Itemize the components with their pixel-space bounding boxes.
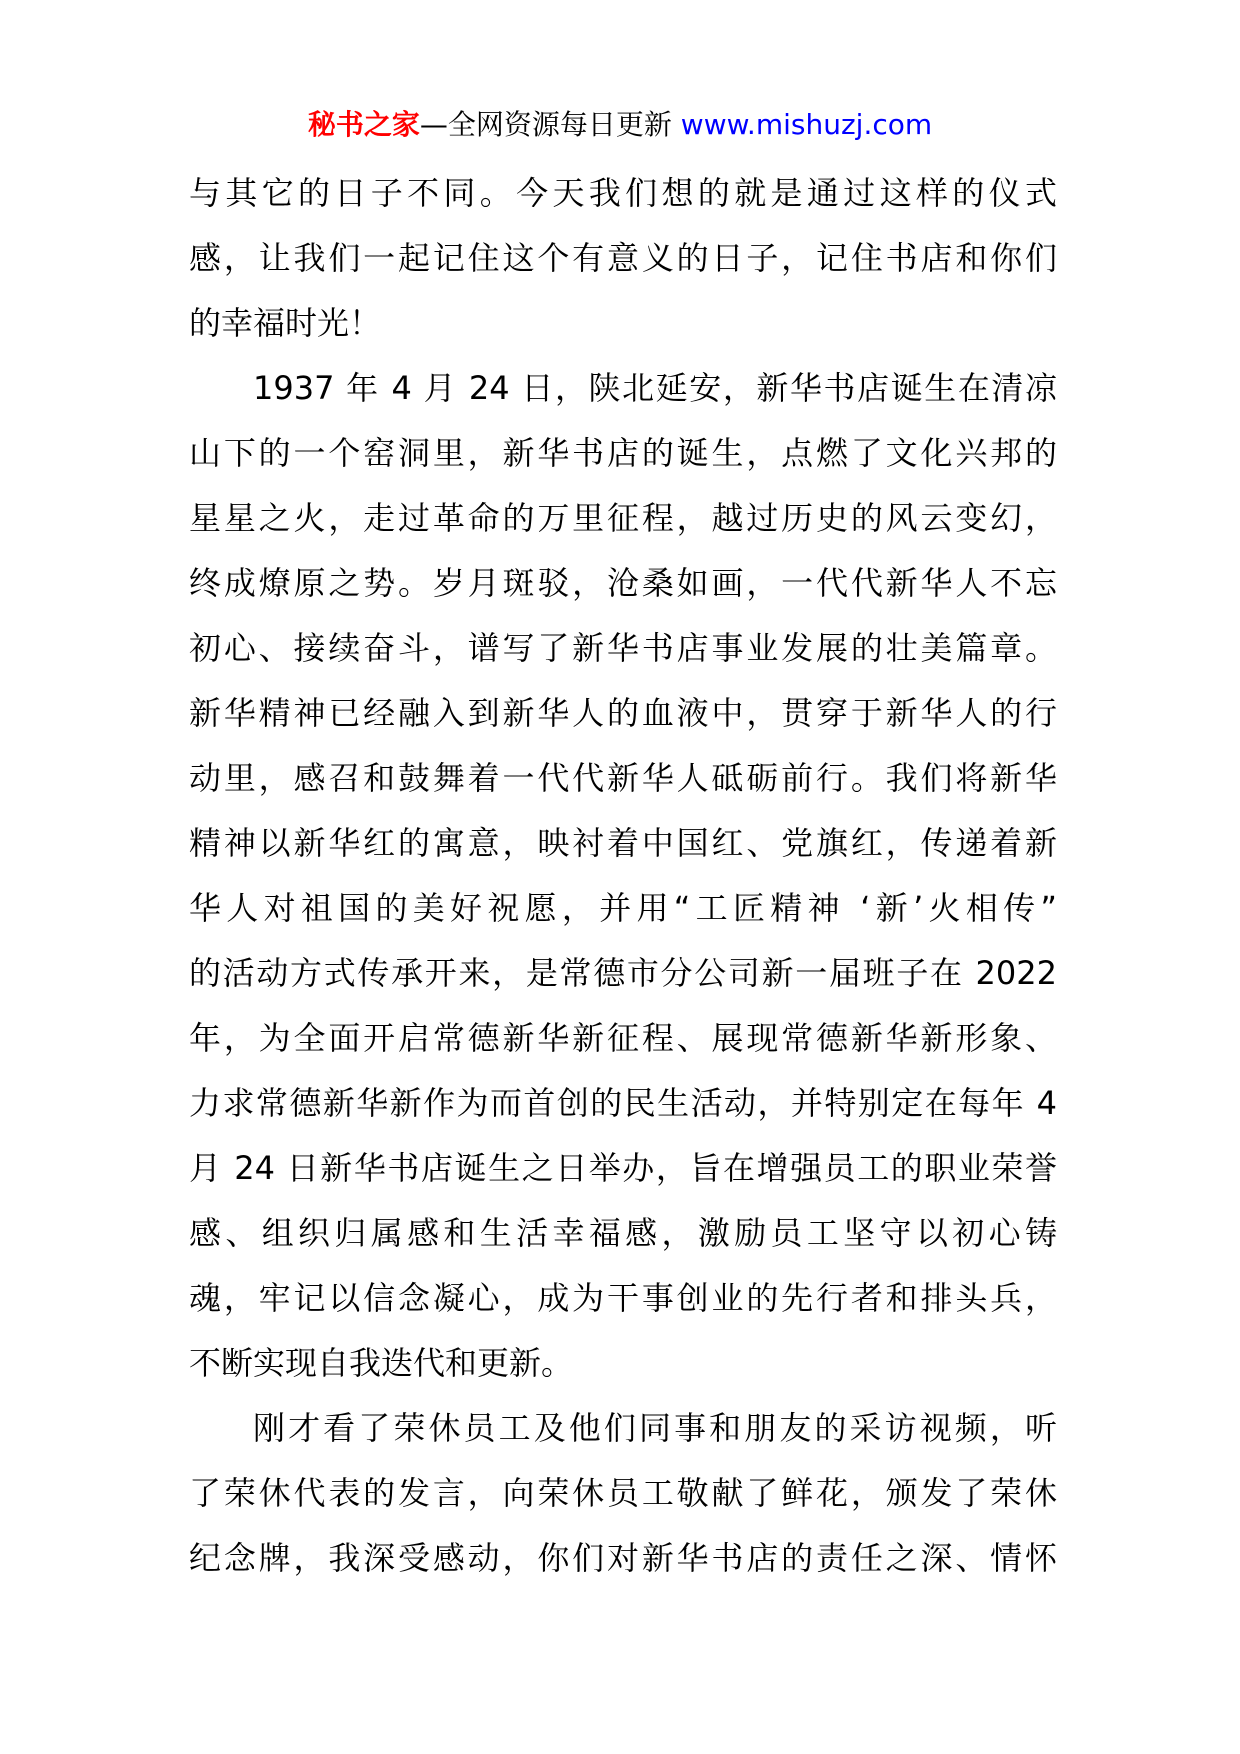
text-line: 魂，牢记以信念凝心，成为干事创业的先行者和排头兵， [189, 1279, 1057, 1317]
text-line: 感、组织归属感和生活幸福感，激励员工坚守以初心铸 [189, 1214, 1057, 1252]
text-line: 感，让我们一起记住这个有意义的日子，记住书店和你们 [189, 239, 1057, 277]
page-header [0, 98, 1240, 152]
text-line: 不断实现自我迭代和更新。 [189, 1344, 574, 1382]
document-body [189, 161, 1057, 1591]
text-line: 的活动方式传承开来，是常德市分公司新一届班子在 2022 [189, 954, 1057, 992]
header-brand: 秘书之家 [307, 108, 420, 141]
text-line: 初心、接续奋斗，谱写了新华书店事业发展的壮美篇章。 [189, 629, 1057, 667]
text-line: 的幸福时光！ [189, 304, 382, 342]
text-line: 动里，感召和鼓舞着一代代新华人砥砺前行。我们将新华 [189, 759, 1057, 797]
text-line: 与其它的日子不同。今天我们想的就是通过这样的仪式 [189, 174, 1057, 212]
text-line: 华人对祖国的美好祝愿，并用“工匠精神 ‘新’火相传” [189, 889, 1057, 927]
text-line: 了荣休代表的发言，向荣休员工敬献了鲜花，颁发了荣休 [189, 1474, 1057, 1512]
header-tagline: —全网资源每日更新 [419, 108, 672, 141]
text-line: 精神以新华红的寓意，映衬着中国红、党旗红，传递着新 [189, 824, 1057, 862]
header-url[interactable]: www.mishuzj.com [680, 108, 933, 141]
text-line: 新华精神已经融入到新华人的血液中，贯穿于新华人的行 [189, 694, 1057, 732]
text-line: 年，为全面开启常德新华新征程、展现常德新华新形象、 [189, 1019, 1057, 1057]
paragraph-first-line: 1937 年 4 月 24 日，陕北延安，新华书店诞生在清凉 [253, 369, 1057, 407]
text-line: 月 24 日新华书店诞生之日举办，旨在增强员工的职业荣誉 [189, 1149, 1057, 1187]
text-line: 星星之火，走过革命的万里征程，越过历史的风云变幻， [189, 499, 1057, 537]
text-line: 力求常德新华新作为而首创的民生活动，并特别定在每年 4 [189, 1084, 1057, 1122]
text-line: 纪念牌，我深受感动，你们对新华书店的责任之深、情怀 [189, 1539, 1057, 1577]
paragraph-first-line: 刚才看了荣休员工及他们同事和朋友的采访视频，听 [253, 1409, 1057, 1447]
text-line: 山下的一个窑洞里，新华书店的诞生，点燃了文化兴邦的 [189, 434, 1057, 472]
text-line: 终成燎原之势。岁月斑驳，沧桑如画，一代代新华人不忘 [189, 564, 1057, 602]
